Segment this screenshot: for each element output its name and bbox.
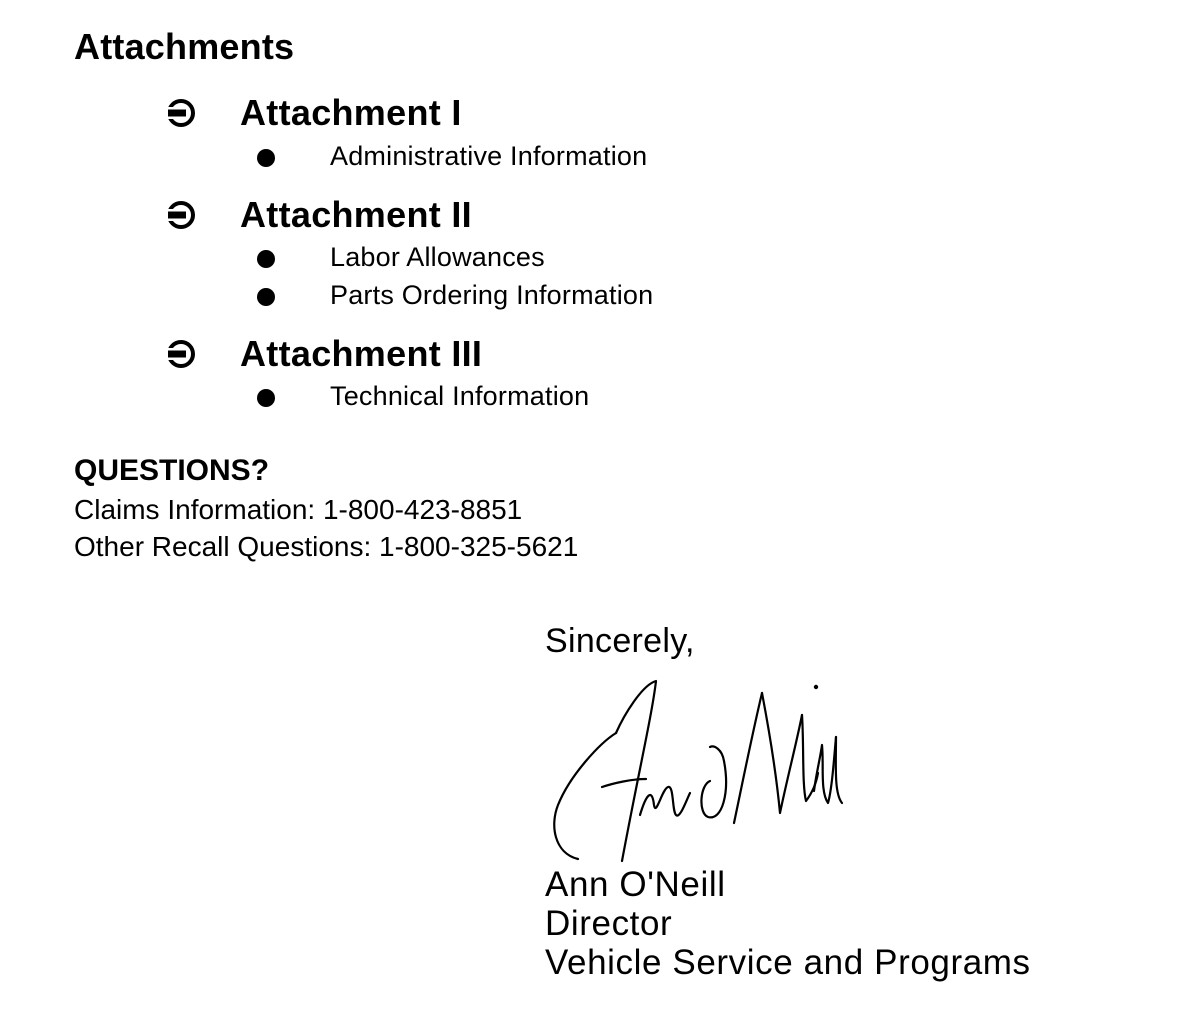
bullet-icon (257, 149, 275, 167)
attachment-bullet-text: Administrative Information (330, 141, 648, 171)
handwritten-signature (540, 675, 850, 865)
attachment-heading: Attachment III (240, 333, 483, 374)
attachment-bullet-text: Parts Ordering Information (330, 280, 654, 310)
attachment-heading: Attachment II (240, 194, 472, 235)
arrow-right-circle-icon (166, 200, 196, 230)
bullet-icon (257, 250, 275, 268)
arrow-right-circle-icon (166, 339, 196, 369)
claims-phone-line: Claims Information: 1-800-423-8851 (74, 494, 523, 525)
closing-salutation: Sincerely, (545, 622, 695, 660)
signer-title: Director (545, 904, 673, 943)
attachment-heading: Attachment I (240, 92, 462, 133)
signer-department: Vehicle Service and Programs (545, 943, 1031, 982)
bullet-icon (257, 389, 275, 407)
recall-phone-line: Other Recall Questions: 1-800-325-5621 (74, 531, 579, 562)
attachment-bullet-text: Technical Information (330, 381, 590, 411)
attachment-bullet-text: Labor Allowances (330, 242, 545, 272)
attachments-title: Attachments (74, 26, 295, 67)
signer-name: Ann O'Neill (545, 865, 726, 904)
bullet-icon (257, 288, 275, 306)
arrow-right-circle-icon (166, 98, 196, 128)
questions-title: QUESTIONS? (74, 454, 270, 487)
